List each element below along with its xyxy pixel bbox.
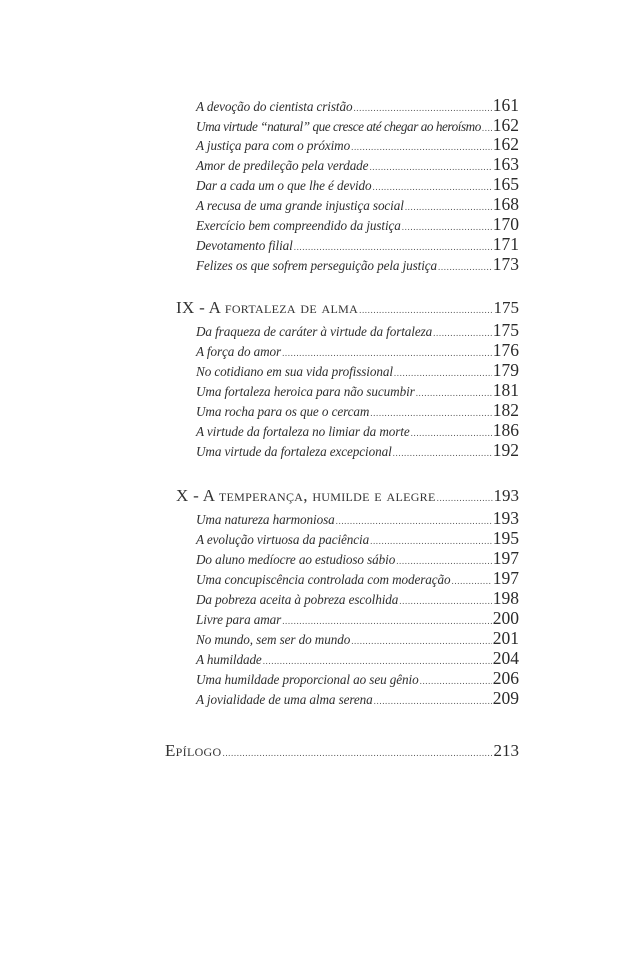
leader-dots bbox=[452, 576, 492, 586]
leader-dots bbox=[370, 408, 491, 418]
toc-entry-title: Devotamento filial bbox=[196, 238, 293, 253]
leader-dots bbox=[222, 748, 492, 758]
chapter-page: 175 bbox=[493, 298, 519, 317]
toc-entry-title: A virtude da fortaleza no limiar da morte bbox=[196, 424, 410, 439]
leader-dots bbox=[396, 556, 492, 566]
toc-entry-page: 163 bbox=[492, 154, 519, 174]
toc-entry-title: A justiça para com o próximo bbox=[196, 138, 351, 153]
toc-entry[interactable] bbox=[196, 95, 519, 115]
toc-entry-page: 201 bbox=[492, 628, 519, 648]
leader-dots bbox=[399, 596, 491, 606]
toc-entry-page: 162 bbox=[492, 134, 519, 154]
toc-entry[interactable] bbox=[196, 174, 519, 194]
toc-entry[interactable] bbox=[196, 214, 519, 234]
toc-entry[interactable] bbox=[196, 400, 519, 420]
leader-dots bbox=[438, 262, 492, 272]
toc-entry[interactable] bbox=[196, 508, 519, 528]
toc-entry[interactable] bbox=[196, 548, 519, 568]
leader-dots bbox=[437, 493, 493, 503]
toc-entry[interactable] bbox=[196, 254, 519, 274]
leader-dots bbox=[373, 182, 492, 192]
leader-dots bbox=[282, 348, 492, 358]
leader-dots bbox=[433, 328, 492, 338]
toc-entry-title: Exercício bem compreendido da justiça bbox=[196, 218, 401, 233]
toc-entry-title: Uma humildade proporcional ao seu gênio bbox=[196, 672, 419, 687]
leader-dots bbox=[393, 448, 492, 458]
toc-entry-page: 209 bbox=[492, 688, 519, 708]
toc-entry-page: 193 bbox=[492, 508, 519, 528]
toc-entry[interactable] bbox=[196, 234, 519, 254]
toc-entry-title: Uma natureza harmoniosa bbox=[196, 512, 335, 527]
toc-entry[interactable] bbox=[196, 420, 519, 440]
toc-entry[interactable] bbox=[196, 134, 519, 154]
leader-dots bbox=[394, 368, 492, 378]
leader-dots bbox=[405, 202, 492, 212]
epilogue-title: Epílogo bbox=[165, 741, 222, 760]
toc-entry-page: 182 bbox=[492, 400, 519, 420]
leader-dots bbox=[402, 222, 492, 232]
toc-entry-page: 170 bbox=[492, 214, 519, 234]
toc-entry-page: 200 bbox=[492, 608, 519, 628]
epilogue-page: 213 bbox=[493, 741, 519, 760]
chapter-heading-x[interactable] bbox=[176, 486, 519, 508]
toc-entry[interactable] bbox=[196, 648, 519, 668]
leader-dots bbox=[282, 616, 492, 626]
toc-entry-page: 161 bbox=[492, 95, 519, 115]
toc-entry-page: 175 bbox=[492, 320, 519, 340]
toc-entry-title: Da pobreza aceita à pobreza escolhida bbox=[196, 592, 399, 607]
epilogue-entry[interactable] bbox=[165, 741, 519, 763]
toc-entry[interactable] bbox=[196, 154, 519, 174]
toc-entry-title: Uma virtude “natural” que cresce até chegar ao heroísmo bbox=[196, 119, 481, 134]
toc-entry-page: 197 bbox=[492, 568, 519, 588]
toc-entry[interactable] bbox=[196, 528, 519, 548]
toc-entry-title: A jovialidade de uma alma serena bbox=[196, 692, 373, 707]
leader-dots bbox=[263, 656, 492, 666]
toc-entry-title: Do aluno medíocre ao estudioso sábio bbox=[196, 552, 396, 567]
leader-dots bbox=[353, 103, 491, 113]
toc-entry[interactable] bbox=[196, 668, 519, 688]
toc-entry-page: 171 bbox=[492, 234, 519, 254]
toc-entry-title: No mundo, sem ser do mundo bbox=[196, 632, 351, 647]
toc-entry-page: 176 bbox=[492, 340, 519, 360]
toc-entry-page: 198 bbox=[492, 588, 519, 608]
toc-entry-title: A humildade bbox=[196, 652, 262, 667]
toc-entry[interactable] bbox=[196, 194, 519, 214]
toc-entry[interactable] bbox=[196, 340, 519, 360]
leader-dots bbox=[482, 123, 492, 133]
leader-dots bbox=[370, 536, 492, 546]
toc-entry-title: Uma concupiscência controlada com moderação bbox=[196, 572, 451, 587]
toc-entry[interactable] bbox=[196, 608, 519, 628]
toc-entry-title: A força do amor bbox=[196, 344, 282, 359]
toc-entry-page: 168 bbox=[492, 194, 519, 214]
toc-entry[interactable] bbox=[196, 115, 519, 135]
toc-entry-page: 204 bbox=[492, 648, 519, 668]
leader-dots bbox=[336, 516, 492, 526]
chapter-page: 193 bbox=[493, 486, 519, 505]
toc-entry[interactable] bbox=[196, 588, 519, 608]
toc-entry-title: Da fraqueza de caráter à virtude da fortaleza bbox=[196, 324, 433, 339]
toc-entry-page: 197 bbox=[492, 548, 519, 568]
chapter-title: X - A temperança, humilde e alegre bbox=[176, 486, 436, 505]
toc-entry[interactable] bbox=[196, 320, 519, 340]
toc-entry-title: No cotidiano em sua vida profissional bbox=[196, 364, 393, 379]
leader-dots bbox=[420, 676, 492, 686]
toc-entry-page: 165 bbox=[492, 174, 519, 194]
leader-dots bbox=[411, 428, 492, 438]
toc-entry-title: Uma virtude da fortaleza excepcional bbox=[196, 444, 392, 459]
leader-dots bbox=[374, 696, 492, 706]
chapter-title: IX - A fortaleza de alma bbox=[176, 298, 359, 317]
toc-entry-title: Dar a cada um o que lhe é devido bbox=[196, 178, 372, 193]
leader-dots bbox=[351, 142, 492, 152]
leader-dots bbox=[351, 636, 492, 646]
leader-dots bbox=[416, 388, 492, 398]
toc-entry-page: 162 bbox=[492, 115, 519, 135]
toc-entry-title: A evolução virtuosa da paciência bbox=[196, 532, 370, 547]
toc-entry[interactable] bbox=[196, 380, 519, 400]
leader-dots bbox=[359, 305, 492, 315]
toc-entry[interactable] bbox=[196, 440, 519, 460]
toc-entry-page: 173 bbox=[492, 254, 519, 274]
leader-dots bbox=[369, 162, 491, 172]
toc-entry[interactable] bbox=[196, 628, 519, 648]
toc-entry-page: 195 bbox=[492, 528, 519, 548]
leader-dots bbox=[294, 242, 492, 252]
toc-entry-title: A recusa de uma grande injustiça social bbox=[196, 198, 404, 213]
toc-entry-page: 179 bbox=[492, 360, 519, 380]
toc-entry-title: Livre para amar bbox=[196, 612, 282, 627]
toc-entry-page: 206 bbox=[492, 668, 519, 688]
toc-entry-page: 192 bbox=[492, 440, 519, 460]
toc-entry[interactable] bbox=[196, 688, 519, 708]
toc-entry-page: 186 bbox=[492, 420, 519, 440]
toc-entry-title: Amor de predileção pela verdade bbox=[196, 158, 369, 173]
chapter-heading-ix[interactable] bbox=[176, 298, 519, 320]
toc-entry[interactable] bbox=[196, 360, 519, 380]
toc-entry-page: 181 bbox=[492, 380, 519, 400]
toc-entry-title: Felizes os que sofrem perseguição pela justiça bbox=[196, 258, 438, 273]
toc-entry[interactable] bbox=[196, 568, 519, 588]
toc-entry-title: Uma rocha para os que o cercam bbox=[196, 404, 370, 419]
toc-entry-title: Uma fortaleza heroica para não sucumbir bbox=[196, 384, 415, 399]
toc-entry-title: A devoção do cientista cristão bbox=[196, 99, 353, 114]
